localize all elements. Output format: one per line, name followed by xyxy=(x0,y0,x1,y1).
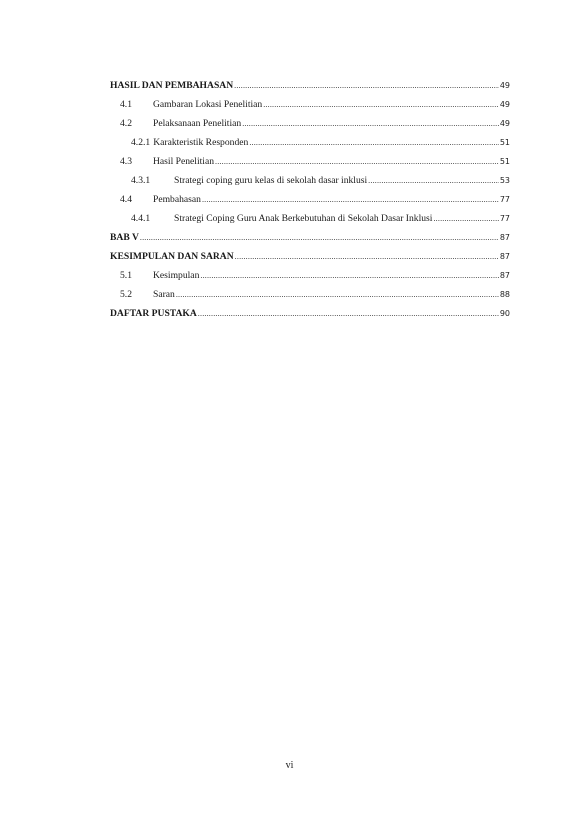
toc-entry-page: 87 xyxy=(499,271,510,280)
toc-entry[interactable] xyxy=(110,232,510,251)
toc-entry-title: Kesimpulan xyxy=(153,270,200,281)
toc-entry-number: 4.3.1 xyxy=(131,175,151,186)
toc-entry[interactable] xyxy=(110,308,510,327)
toc-entry[interactable] xyxy=(110,194,510,213)
toc-leader-dots xyxy=(433,213,498,224)
toc-entry-title: Strategi coping guru kelas di sekolah dasar inklusi xyxy=(174,175,368,186)
toc-entry-page: 87 xyxy=(499,252,510,261)
toc-entry-number: 4.4 xyxy=(120,194,132,205)
toc-entry-number: 5.1 xyxy=(120,270,132,281)
toc-entry-number: 5.2 xyxy=(120,289,132,300)
toc-leader-dots xyxy=(202,194,499,205)
toc-entry[interactable] xyxy=(110,175,510,194)
toc-entry-page: 90 xyxy=(499,309,510,318)
toc-entry-page: 51 xyxy=(499,157,510,166)
toc-leader-dots xyxy=(198,308,499,319)
toc-entry-title: KESIMPULAN DAN SARAN xyxy=(110,251,234,262)
toc-entry-title: Strategi Coping Guru Anak Berkebutuhan di Sekolah Dasar Inklusi xyxy=(174,213,433,224)
toc-leader-dots xyxy=(215,156,499,167)
toc-entry-page: 77 xyxy=(499,195,510,204)
toc-entry-title: Hasil Penelitian xyxy=(153,156,215,167)
toc-entry-title: BAB V xyxy=(110,232,139,243)
toc-entry[interactable] xyxy=(110,289,510,308)
toc-entry-title: HASIL DAN PEMBAHASAN xyxy=(110,80,234,91)
toc-entry[interactable] xyxy=(110,251,510,270)
table-of-contents xyxy=(110,80,510,327)
toc-entry[interactable] xyxy=(110,270,510,289)
toc-entry-title: Pelaksanaan Penelitian xyxy=(153,118,242,129)
toc-entry-page: 53 xyxy=(499,176,510,185)
toc-entry-number: 4.2.1 xyxy=(131,137,151,148)
toc-entry-page: 77 xyxy=(499,214,510,223)
toc-leader-dots xyxy=(200,270,498,281)
toc-entry-title: Pembahasan xyxy=(153,194,201,205)
toc-entry-page: 87 xyxy=(499,233,510,242)
toc-entry-number: 4.2 xyxy=(120,118,132,129)
page-number: vi xyxy=(285,760,294,771)
toc-entry[interactable] xyxy=(110,80,510,99)
toc-leader-dots xyxy=(140,232,499,243)
toc-entry-page: 51 xyxy=(499,138,510,147)
toc-entry-number: 4.3 xyxy=(120,156,132,167)
toc-entry-page: 49 xyxy=(499,81,510,90)
toc-leader-dots xyxy=(263,99,499,110)
toc-entry-page: 49 xyxy=(499,119,510,128)
toc-leader-dots xyxy=(176,289,499,300)
toc-entry[interactable] xyxy=(110,213,510,232)
toc-leader-dots xyxy=(368,175,499,186)
toc-entry-title: Gambaran Lokasi Penelitian xyxy=(153,99,263,110)
toc-entry-page: 49 xyxy=(499,100,510,109)
toc-entry[interactable] xyxy=(110,156,510,175)
toc-leader-dots xyxy=(235,251,499,262)
toc-leader-dots xyxy=(234,80,499,91)
toc-entry-number: 4.1 xyxy=(120,99,132,110)
toc-entry[interactable] xyxy=(110,137,510,156)
toc-entry-page: 88 xyxy=(499,290,510,299)
toc-entry[interactable] xyxy=(110,99,510,118)
toc-entry-title: Karakteristik Responden xyxy=(153,137,249,148)
toc-entry[interactable] xyxy=(110,118,510,137)
toc-leader-dots xyxy=(242,118,499,129)
toc-entry-title: Saran xyxy=(153,289,175,300)
toc-entry-title: DAFTAR PUSTAKA xyxy=(110,308,197,319)
toc-entry-number: 4.4.1 xyxy=(131,213,151,224)
toc-leader-dots xyxy=(249,137,499,148)
